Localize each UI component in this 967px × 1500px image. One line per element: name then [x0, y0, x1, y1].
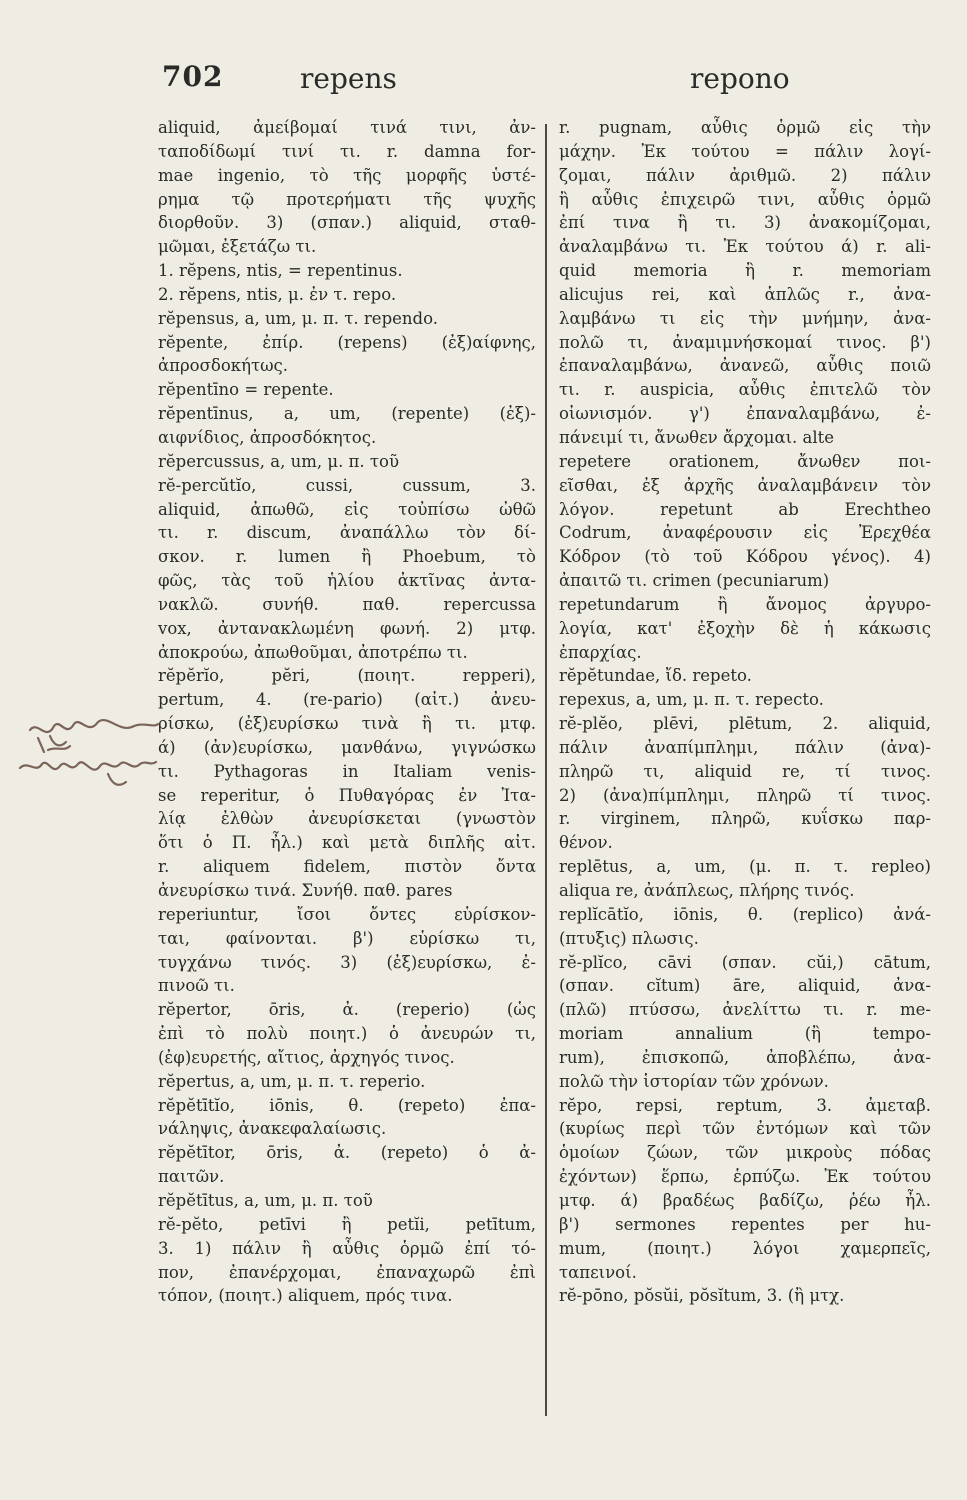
- left-column-line: r. aliquem fidelem, πιστὸν ὄντα: [158, 857, 536, 877]
- right-column-line: rĕ-plĕo, plēvi, plētum, 2. aliquid,: [559, 714, 931, 734]
- right-column-line: ἐπί τινα ἢ τι. 3) ἀνακομίζομαι,: [559, 213, 931, 233]
- right-column-line: πολῶ τι, ἀναμιμνήσκομαί τινος. β'): [559, 332, 931, 352]
- left-column-line: ἀποκρούω, ἀπωθοῦμαι, ἀποτρέπω τι.: [158, 642, 468, 662]
- left-column-line: ται, φαίνονται. β') εὑρίσκω τι,: [158, 928, 536, 948]
- left-column-line: ταποδίδωμί τινί τι. r. damna for-: [158, 141, 536, 161]
- left-column-line: rĕpĕtītĭo, iōnis, θ. (repeto) ἐπα-: [158, 1095, 536, 1115]
- right-column-line: πολῶ τὴν ἱστορίαν τῶν χρόνων.: [559, 1071, 829, 1091]
- right-column-line: 2) (ἀνα)πίμπλημι, πληρῶ τί τινος.: [559, 785, 931, 805]
- left-column-line: rĕpĕtītor, ōris, ἀ. (repeto) ὁ ἀ-: [158, 1143, 536, 1163]
- right-column-line: εῖσθαι, ἐξ ἀρχῆς ἀναλαμβάνειν τὸν: [559, 475, 931, 495]
- right-column-line: πάλιν ἀναπίμπλημι, πάλιν (ἀνα)-: [559, 737, 931, 757]
- left-column-line: διορθοῦν. 3) (σπαν.) aliquid, σταθ-: [158, 213, 536, 233]
- left-column-line: μῶμαι, ἐξετάζω τι.: [158, 237, 317, 257]
- right-column-line: (κυρίως περὶ τῶν ἐντόμων καὶ τῶν: [559, 1119, 931, 1139]
- left-column-line: pertum, 4. (re-pario) (αἰτ.) ἀνευ-: [158, 690, 536, 710]
- left-column-line: ἀπροσδοκήτως.: [158, 356, 289, 376]
- right-column-line: β') sermones repentes per hu-: [559, 1214, 931, 1234]
- page-number: 702: [162, 60, 224, 93]
- left-column-line: νάληψις, ἀνακεφαλαίωσις.: [158, 1119, 387, 1139]
- left-column-line: aliquid, ἀπωθῶ, εἰς τοὐπίσω ὠθῶ: [158, 499, 536, 519]
- left-column-line: rĕpentīnus, a, um, (repente) (ἐξ)-: [158, 404, 536, 424]
- left-column-line: rĕpensus, a, um, μ. π. τ. rependo.: [158, 308, 438, 328]
- right-column-line: replētus, a, um, (μ. π. τ. repleo): [559, 857, 931, 877]
- right-column-line: (πτυξις) πλωσις.: [559, 928, 699, 948]
- running-headword-left: repens: [300, 62, 397, 95]
- right-column-line: λαμβάνω τι εἰς τὴν μνήμην, ἀνα-: [559, 308, 931, 328]
- right-column-line: Κόδρον (τὸ τοῦ Κόδρου γένος). 4): [559, 547, 931, 567]
- left-column-line: σκον. r. lumen ἢ Phoebum, τὸ: [158, 547, 536, 567]
- page-header: [0, 60, 967, 110]
- left-column-line: 3. 1) πάλιν ἢ αὖθις ὁρμῶ ἐπί τό-: [158, 1238, 536, 1258]
- left-column-line: ἀνευρίσκω τινά. Συνήθ. παθ. pares: [158, 881, 453, 900]
- left-column-line: rĕpente, ἐπίρ. (repens) (ἐξ)αίφνης,: [158, 332, 536, 352]
- left-column-line: νακλῶ. συνήθ. παθ. repercussa: [158, 594, 536, 614]
- left-column-line: τι. r. discum, ἀναπάλλω τὸν δί-: [158, 523, 536, 543]
- right-column-line: ἐπαναλαμβάνω, ἀνανεῶ, αὖθις ποιῶ: [559, 356, 931, 376]
- right-column-line: (σπαν. cĭtum) āre, aliquid, ἀνα-: [559, 976, 931, 996]
- left-column-line: rĕpĕrĭo, pĕri, (ποιητ. repperi),: [158, 666, 536, 686]
- right-column-line: repexus, a, um, μ. π. τ. repecto.: [559, 690, 824, 710]
- left-column-line: τυγχάνω τινός. 3) (ἐξ)ευρίσκω, ἐ-: [158, 952, 536, 972]
- right-column-line: ὁμοίων ζώων, τῶν μικροὺς πόδας: [559, 1143, 931, 1163]
- left-column-line: ἐπὶ τὸ πολὺ ποιητ.) ὁ ἀνευρών τι,: [158, 1024, 536, 1044]
- left-column-line: rĕpertor, ōris, ἀ. (reperio) (ὡς: [158, 1000, 536, 1020]
- left-column: [158, 116, 536, 1431]
- column-divider: [545, 124, 547, 1416]
- right-column-line: alicujus rei, καὶ ἁπλῶς r., ἀνα-: [559, 284, 931, 304]
- left-column-line: αιφνίδιος, ἀπροσδόκητος.: [158, 427, 377, 447]
- left-column-line: (ἐφ)ευρετής, αἴτιος, ἀρχηγός τινος.: [158, 1047, 455, 1067]
- right-column-line: οἰωνισμόν. γ') ἐπαναλαμβάνω, ἐ-: [559, 404, 931, 424]
- right-column-line: rĕ-plĭco, cāvi (σπαν. cŭi,) cātum,: [559, 952, 931, 972]
- right-column-line: ἐπαρχίας.: [559, 642, 642, 662]
- running-headword-right: repono: [690, 62, 790, 95]
- right-column-line: ταπεινοί.: [559, 1262, 637, 1282]
- right-column-line: Codrum, ἀναφέρουσιν εἰς Ἐρεχθέα: [559, 523, 931, 543]
- right-column-line: ἀναλαμβάνω τι. Ἐκ τούτου ά) r. ali-: [559, 237, 931, 257]
- left-column-line: aliquid, ἀμείβομαί τινά τινι, ἀν-: [158, 118, 536, 137]
- left-column-line: ὅτι ὁ Π. ἦλ.) καὶ μετὰ διπλῆς αἰτ.: [158, 833, 536, 853]
- left-column-line: παιτῶν.: [158, 1167, 225, 1187]
- right-column-line: repetere orationem, ἄνωθεν ποι-: [559, 451, 931, 471]
- right-column-line: πληρῶ τι, aliquid re, τί τινος.: [559, 761, 931, 781]
- right-column-line: moriam annalium (ἢ tempo-: [559, 1024, 931, 1044]
- left-column-line: φῶς, τὰς τοῦ ἡλίου ἀκτῖνας ἀντα-: [158, 571, 536, 591]
- right-column-line: replĭcātĭo, iōnis, θ. (replico) ἀνά-: [559, 904, 931, 924]
- right-column-line: μτφ. ά) βραδέως βαδίζω, ῥέω ἦλ.: [559, 1190, 931, 1210]
- right-column-line: τι. r. auspicia, αὖθις ἐπιτελῶ τὸν: [559, 380, 931, 400]
- left-column-line: ρημα τῷ προτερήματι τῆς ψυχῆς: [158, 189, 536, 209]
- right-column-line: rĕpĕtundae, ἴδ. repeto.: [559, 666, 752, 686]
- right-column-line: mum, (ποιητ.) λόγοι χαμερπεῖς,: [559, 1238, 931, 1258]
- right-column-line: rum), ἐπισκοπῶ, ἀποβλέπω, ἀνα-: [559, 1047, 931, 1067]
- right-column-line: ζομαι, πάλιν ἀριθμῶ. 2) πάλιν: [559, 165, 931, 185]
- left-column-line: rĕpentīno = repente.: [158, 380, 334, 400]
- right-column-line: ἀπαιτῶ τι. crimen (pecuniarum): [559, 571, 830, 591]
- right-column-line: aliqua re, ἀνάπλεως, πλήρης τινός.: [559, 881, 855, 900]
- right-column-line: μάχην. Ἐκ τούτου = πάλιν λογί-: [559, 141, 931, 161]
- right-column-line: λόγον. repetunt ab Erechtheo: [559, 499, 931, 519]
- left-column-line: rĕpĕtītus, a, um, μ. π. τοῦ: [158, 1190, 373, 1210]
- left-column-line: se reperitur, ὁ Πυθαγόρας ἐν Ἰτα-: [158, 785, 536, 805]
- right-column-line: λογία, κατ' ἐξοχὴν δὲ ἡ κάκωσις: [559, 618, 931, 638]
- right-column-line: ἐχόντων) ἕρπω, ἑρπύζω. Ἐκ τούτου: [559, 1167, 931, 1187]
- right-column-line: (πλῶ) πτύσσω, ἀνελίττω τι. r. me-: [559, 1000, 931, 1020]
- pencil-scribble: [8, 712, 168, 802]
- left-column-line: πον, ἐπανέρχομαι, ἐπαναχωρῶ ἐπὶ: [158, 1262, 536, 1282]
- left-column-line: πινοῶ τι.: [158, 976, 235, 996]
- right-column-line: ἢ αὖθις ἐπιχειρῶ τινι, αὖθις ὁρμῶ: [559, 189, 931, 209]
- annotation-text: [8, 712, 9, 713]
- left-column-line: λίᾳ ἐλθὼν ἀνευρίσκεται (γνωστὸν: [158, 809, 536, 829]
- right-column-line: r. pugnam, αὖθις ὁρμῶ εἰς τὴν: [559, 118, 931, 137]
- right-column-line: r. virginem, πληρῶ, κυΐσκω παρ-: [559, 809, 931, 829]
- left-column-line: reperiuntur, ἴσοι ὄντες εὑρίσκον-: [158, 904, 536, 924]
- left-column-line: τόπον, (ποιητ.) aliquem, πρός τινα.: [158, 1286, 453, 1306]
- left-column-line: rĕ-pĕto, petīvi ἢ petĭi, petītum,: [158, 1214, 536, 1234]
- left-column-line: rĕpercussus, a, um, μ. π. τοῦ: [158, 451, 399, 471]
- left-column-line: ρίσκω, (ἐξ)ευρίσκω τινὰ ἢ τι. μτφ.: [158, 714, 536, 734]
- right-column-line: θένον.: [559, 833, 613, 853]
- left-column-line: 1. rĕpens, ntis, = repentinus.: [158, 261, 403, 281]
- left-column-line: rĕ-percŭtĭo, cussi, cussum, 3.: [158, 475, 536, 495]
- right-column-line: rĕ-pōno, pŏsŭi, pŏsĭtum, 3. (ἢ μτχ.: [559, 1286, 845, 1306]
- left-column-line: 2. rĕpens, ntis, μ. ἐν τ. repo.: [158, 284, 397, 304]
- left-column-line: ά) (ἀν)ευρίσκω, μανθάνω, γιγνώσκω: [158, 737, 536, 757]
- left-column-line: vox, ἀντανακλωμένη φωνή. 2) μτφ.: [158, 618, 536, 638]
- right-column-line: πάνειμί τι, ἄνωθεν ἄρχομαι. alte: [559, 427, 835, 447]
- right-column-line: rĕpo, repsi, reptum, 3. ἀμεταβ.: [559, 1095, 931, 1115]
- right-column-line: quid memoria ἢ r. memoriam: [559, 261, 931, 281]
- right-column: [559, 116, 931, 1431]
- left-column-line: τι. Pythagoras in Italiam venis-: [158, 761, 536, 781]
- handwritten-annotation: [8, 712, 168, 802]
- left-column-line: rĕpertus, a, um, μ. π. τ. reperio.: [158, 1071, 426, 1091]
- right-column-line: repetundarum ἢ ἄνομος ἀργυρο-: [559, 594, 931, 614]
- left-column-line: mae ingenio, τὸ τῆς μορφῆς ὑστέ-: [158, 165, 536, 185]
